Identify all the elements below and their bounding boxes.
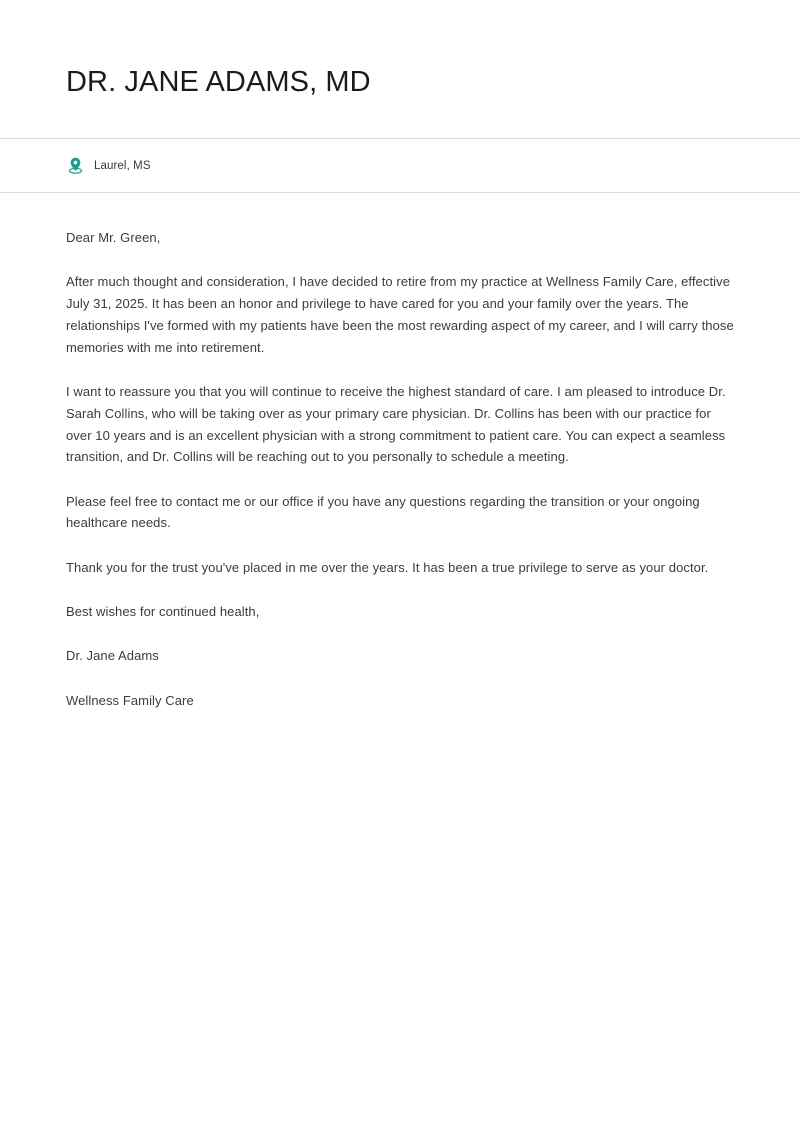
salutation: Dear Mr. Green, [66, 230, 161, 245]
paragraph-4: Thank you for the trust you've placed in me over the years. It has been a true privilege to serve as your doctor. [66, 559, 709, 575]
document-header [0, 0, 800, 102]
signature-name: Dr. Jane Adams [66, 648, 159, 664]
location-meta-item [66, 156, 151, 175]
location-text: Laurel, MS [94, 159, 151, 172]
paragraph-1: After much thought and consideration, I have decided to retire from my practice at Wellness Family Care, effective July 31, 2025. It has been an honor and privilege to have cared for you and your family over the years. The relationships I've formed with my patients have been the most rewarding aspect of my career, and I will carry those memories with me into retirement. [66, 274, 734, 355]
location-pin-icon [66, 156, 85, 175]
paragraph-2: I want to reassure you that you will continue to receive the highest standard of care. I am pleased to introduce Dr. Sarah Collins, who will be taking over as your primary care physician. Dr. Collins has been with our practice for over 10 years and is an excellent physician with a strong commitment to patient care. You can expect a seamless transition, and Dr. Collins will be reaching out to you personally to schedule a meeting. [66, 383, 726, 465]
signature-organization: Wellness Family Care [66, 692, 194, 708]
page-title: DR. JANE ADAMS, MD [66, 66, 371, 98]
meta-strip [0, 138, 800, 193]
letter-body [0, 193, 800, 711]
closing-line: Best wishes for continued health, [66, 604, 260, 620]
paragraph-3: Please feel free to contact me or our office if you have any questions regarding the transition or your ongoing healthcare needs. [66, 493, 700, 531]
